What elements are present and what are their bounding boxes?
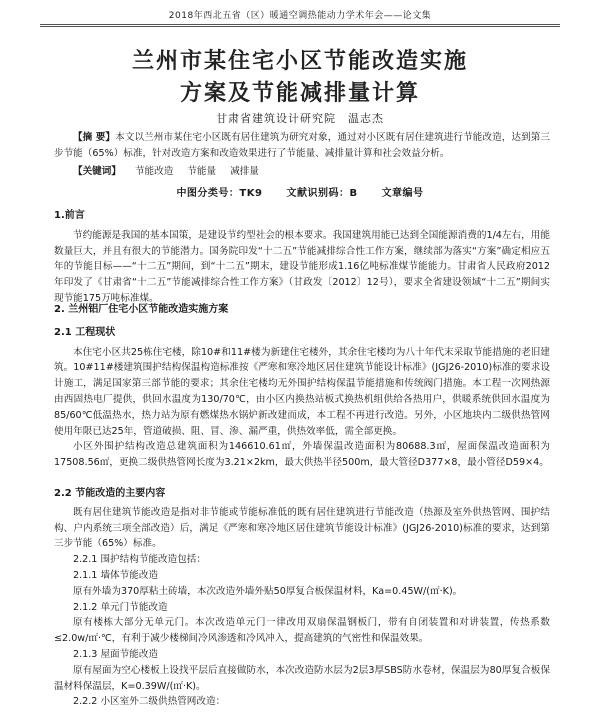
subheading: 2.1.1 墙体节能改造 xyxy=(73,569,159,581)
subheading: 2.2.1 围护结构节能改造包括： xyxy=(73,554,206,566)
subsection-heading: 2.1 工程现状 xyxy=(54,326,116,338)
document-code: 文献识别码：B xyxy=(286,188,358,199)
section-heading: 1.前言 xyxy=(54,210,85,221)
paragraph: 原有屋面为空心楼板上设找平层后直接做防水，本次改造防水层为2层3厚SBS防水卷材，保温层为80厚复合板保温材料保温层，K=0.39W/(㎡·K)。 xyxy=(54,664,550,692)
abstract-text: 本文以兰州市某住宅小区既有居住建筑为研究对象，通过对小区既有居住建筑进行节能改造，达到第三步节能（65%）标准，针对改造方案和改造效果进行了节能量、减排量计算和社会效益分析。 xyxy=(54,132,551,159)
subheading: 2.1.3 屋面节能改造 xyxy=(73,648,159,660)
article-number: 文章编号 xyxy=(381,188,424,199)
title-line-2: 方案及节能减排量计算 xyxy=(179,81,420,106)
section-2 xyxy=(54,302,550,471)
section-heading: 2. 兰州铝厂住宅小区节能改造实施方案 xyxy=(54,304,229,315)
paragraph: 原有楼栋大部分无单元门。本次改造单元门一律改用双扇保温钢板门，带有自闭装置和对讲装置，传热系数≤2.0w/㎡·℃，有利于减少楼梯间冷风渗透和冷风冲入，提高建筑的气密性和保温效果。 xyxy=(54,617,550,645)
paragraph: 小区外围护结构改造总建筑面积为146610.61㎡，外墙保温改造面积为80688.3㎡，屋面保温改造面积为17508.56㎡，更换二级供热管网长度为3.21×2km，最大供热半径500m，最大管径D377×8，最小管径D59×4。 xyxy=(54,441,550,469)
paragraph: 节约能源是我国的基本国策，是建设节约型社会的根本要求。我国建筑用能已达到全国能源消费的1/4左右，用能数量巨大，并且有很大的节能潜力。国务院印发“十二五”节能减排综合性工作方案，继续部为落实“方案”确定相应五年的节能目标——“十二五”期间，到“十二五”期末，建设节能形成1.16亿吨标准煤节能能力。甘肃省人民政府2012年印发了《甘肃省“十二五”节能减排综合性工作方案》（甘政发〔2012〕12号），要求全省建设领域“十二五”期间实现节能175万吨标准煤。 xyxy=(54,229,550,304)
author-line: 甘肃省建筑设计研究院 温志杰 xyxy=(216,112,384,125)
class-number: 中图分类号：TK9 xyxy=(176,188,263,199)
header-rule xyxy=(40,24,560,27)
section-1 xyxy=(54,208,550,307)
running-header: 2018年西北五省（区）暖通空调热能动力学术年会——论文集 xyxy=(168,11,432,21)
subheading: 2.2.2 小区室外二级供热管网改造： xyxy=(73,696,226,708)
keyword-item: 节能量 xyxy=(187,166,217,177)
keywords xyxy=(54,164,550,180)
paragraph: 原有外墙为370厚粘土砖墙，本次改造外墙外贴50厚复合板保温材料，Ka=0.45W/(㎡·K)。 xyxy=(73,585,463,597)
section-2-2 xyxy=(54,486,550,710)
abstract xyxy=(54,130,550,162)
keywords-label: 【关键词】 xyxy=(73,166,121,177)
subsection-heading: 2.2 节能改造的主要内容 xyxy=(54,488,166,499)
paragraph: 本住宅小区共25栋住宅楼，除10#和11#楼为新建住宅楼外，其余住宅楼均为八十年代末采取节能措施的老旧建筑。10#11#楼建筑围护结构保温构造标准按《严寒和寒冷地区居住建筑节能设计标准》(JGJ26-2010)标准的要求设计施工，满足国家第三部节能的要求；其余住宅楼均无外围护结构保温节能措施和传统阀门措施。本工程一次网热源由西固热电厂提供，供回水温度为130/70℃，由小区内换热站板式换热机组供给各热用户，供暖系统供回水温度为85/60℃低温热水，热力站为原有燃煤热水锅炉新改建而成，本工程不再进行改造。另外，小区地块内二级供热管网使用年限已达25年，管道破损、阻、冒、渗、漏严重，供热效率低，需全部更换。 xyxy=(54,346,550,437)
classification-line xyxy=(0,184,600,199)
paragraph: 既有居住建筑节能改造是指对非节能或节能标准低的既有居住建筑进行节能改造（热源及室外供热管网、围护结构、户内系统三项全部改造）后，满足《严寒和寒冷地区居住建筑节能设计标准》(JGJ26-2010)标准的要求，达到第三步节能（65%）标准。 xyxy=(54,506,550,550)
title-line-1: 兰州市某住宅小区节能改造实施 xyxy=(131,49,468,74)
keyword-item: 减排量 xyxy=(230,166,259,177)
keyword-item: 节能改造 xyxy=(134,166,174,177)
subheading: 2.1.2 单元门节能改造 xyxy=(73,601,168,613)
abstract-label: 【摘 要】 xyxy=(73,132,116,143)
